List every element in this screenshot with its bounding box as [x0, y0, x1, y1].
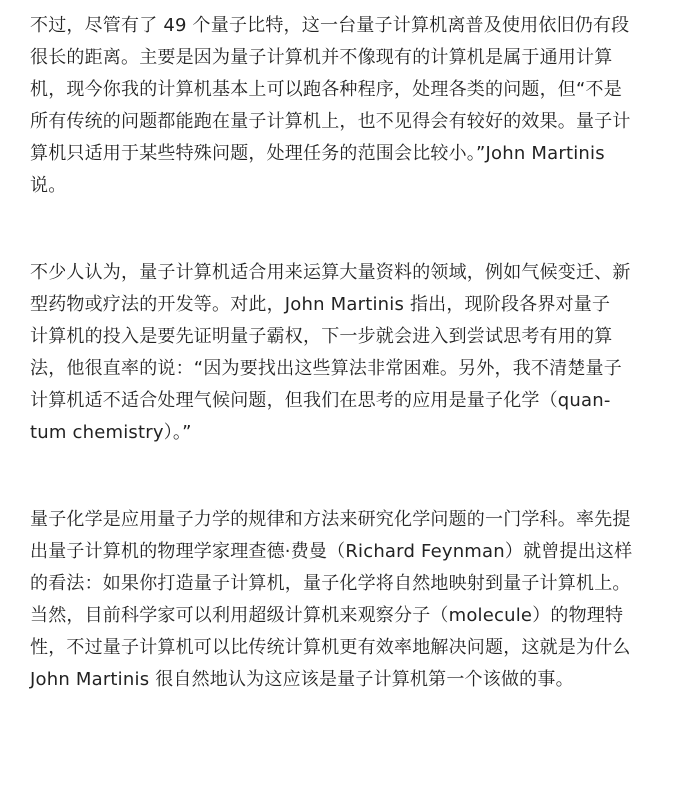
text-line: 法，他很直率的说：“因为要找出这些算法非常困难。另外，我不清楚量子	[30, 358, 622, 379]
text-line: 机，现今你我的计算机基本上可以跑各种程序，处理各类的问题，但“不是	[30, 79, 622, 100]
text-line: 不过，尽管有了 49 个量子比特，这一台量子计算机离普及使用依旧仍有段	[30, 15, 630, 36]
text-line: 很长的距离。主要是因为量子计算机并不像现有的计算机是属于通用计算	[30, 47, 613, 68]
text-line: 出量子计算机的物理学家理查德·费曼（Richard Feynman）就曾提出这样	[30, 541, 633, 562]
text-line: 所有传统的问题都能跑在量子计算机上，也不见得会有较好的效果。量子计	[30, 111, 631, 132]
article-body	[30, 10, 670, 696]
text-line: 量子化学是应用量子力学的规律和方法来研究化学问题的一门学科。率先提	[30, 509, 631, 530]
text-line: 算机只适用于某些特殊问题，处理任务的范围会比较小。”John Martinis	[30, 143, 605, 164]
paragraph-1	[30, 10, 670, 202]
text-line: 性，不过量子计算机可以比传统计算机更有效率地解决问题，这就是为什么	[30, 637, 631, 658]
paragraph-spacer	[30, 449, 670, 504]
text-line: 的看法：如果你打造量子计算机，量子化学将自然地映射到量子计算机上。	[30, 573, 631, 594]
text-line: 计算机的投入是要先证明量子霸权，下一步就会进入到尝试思考有用的算	[30, 326, 613, 347]
paragraph-spacer	[30, 202, 670, 257]
paragraph-3	[30, 504, 670, 696]
text-line: 不少人认为，量子计算机适合用来运算大量资料的领域，例如气候变迁、新	[30, 262, 631, 283]
text-line: 计算机适不适合处理气候问题，但我们在思考的应用是量子化学（quan-	[30, 390, 611, 411]
text-line: 型药物或疗法的开发等。对此，John Martinis 指出，现阶段各界对量子	[30, 294, 611, 315]
text-line: 说。	[30, 175, 67, 196]
text-line: tum chemistry）。”	[30, 422, 192, 443]
paragraph-2	[30, 257, 670, 449]
text-line: John Martinis 很自然地认为这应该是量子计算机第一个该做的事。	[30, 669, 574, 690]
text-line: 当然，目前科学家可以利用超级计算机来观察分子（molecule）的物理特	[30, 605, 624, 626]
